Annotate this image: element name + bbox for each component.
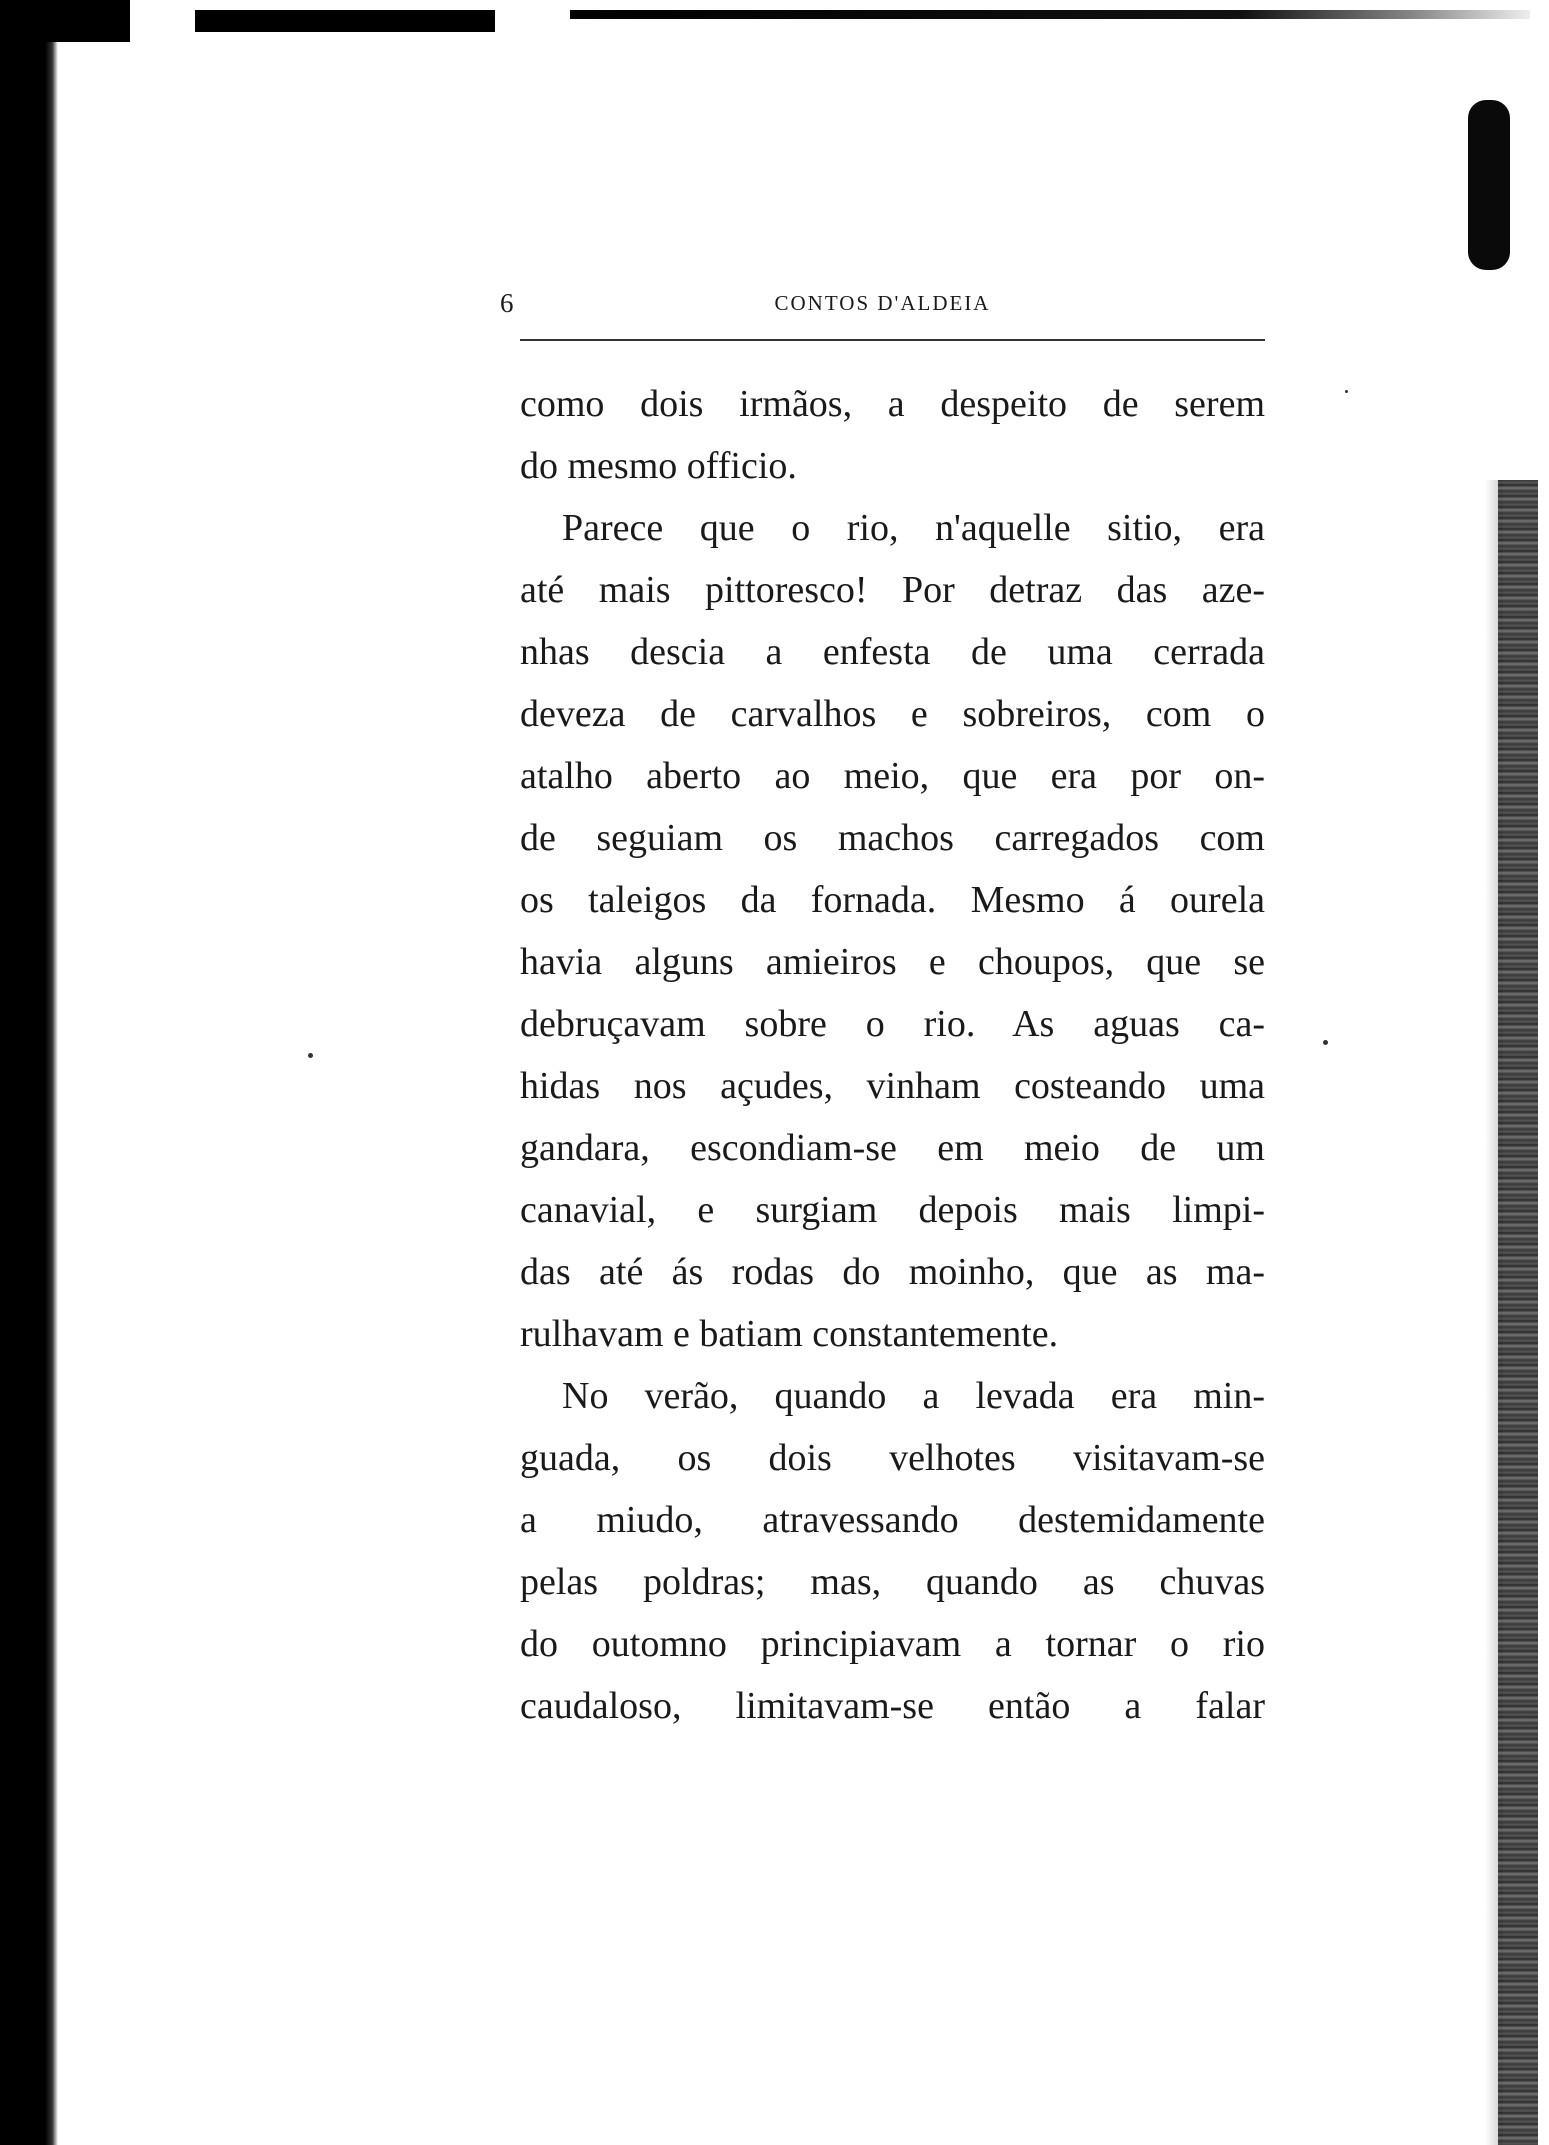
running-title: CONTOS D'ALDEIA <box>774 291 991 315</box>
text-line: deveza de carvalhos e sobreiros, com o <box>520 693 1265 735</box>
text-line: do outomno principiavam a tornar o rio <box>520 1623 1265 1665</box>
running-head <box>500 287 1265 327</box>
text-line: do mesmo officio. <box>520 445 797 487</box>
scan-right-edge <box>1498 480 1538 2145</box>
scan-speck <box>1323 1040 1328 1045</box>
page-number: 6 <box>500 288 514 318</box>
scan-top-bar-right <box>570 10 1530 19</box>
text-line: como dois irmãos, a despeito de serem <box>520 383 1265 425</box>
text-line: guada, os dois velhotes visitavam-se <box>520 1437 1265 1479</box>
text-line: até mais pittoresco! Por detraz das aze- <box>520 569 1265 611</box>
text-line: debruçavam sobre o rio. As aguas ca- <box>520 1003 1265 1045</box>
text-line: de seguiam os machos carregados com <box>520 817 1265 859</box>
text-line: os taleigos da fornada. Mesmo á ourela <box>520 879 1265 921</box>
header-rule <box>520 339 1265 341</box>
text-line: das até ás rodas do moinho, que as ma- <box>520 1251 1265 1293</box>
text-line: rulhavam e batiam constantemente. <box>520 1313 1059 1355</box>
page-body <box>520 373 1265 1737</box>
text-line: nhas descia a enfesta de uma cerrada <box>520 631 1265 673</box>
scan-corner-mark <box>0 0 130 42</box>
text-line: a miudo, atravessando destemidamente <box>520 1499 1265 1541</box>
scan-top-bar-left <box>195 10 495 32</box>
text-line: gandara, escondiam-se em meio de um <box>520 1127 1265 1169</box>
text-line: caudaloso, limitavam-se então a falar <box>520 1685 1265 1727</box>
text-line: havia alguns amieiros e choupos, que se <box>520 941 1265 983</box>
text-line: hidas nos açudes, vinham costeando uma <box>520 1065 1265 1107</box>
scan-ink-blot <box>1468 100 1510 270</box>
scan-speck <box>1345 390 1348 393</box>
text-line: atalho aberto ao meio, que era por on- <box>520 755 1265 797</box>
text-line: canavial, e surgiam depois mais limpi- <box>520 1189 1265 1231</box>
scan-left-edge <box>0 0 58 2145</box>
text-line: No verão, quando a levada era min- <box>562 1375 1265 1417</box>
text-line: Parece que o rio, n'aquelle sitio, era <box>562 507 1265 549</box>
text-line: pelas poldras; mas, quando as chuvas <box>520 1561 1265 1603</box>
scan-speck <box>308 1053 313 1058</box>
